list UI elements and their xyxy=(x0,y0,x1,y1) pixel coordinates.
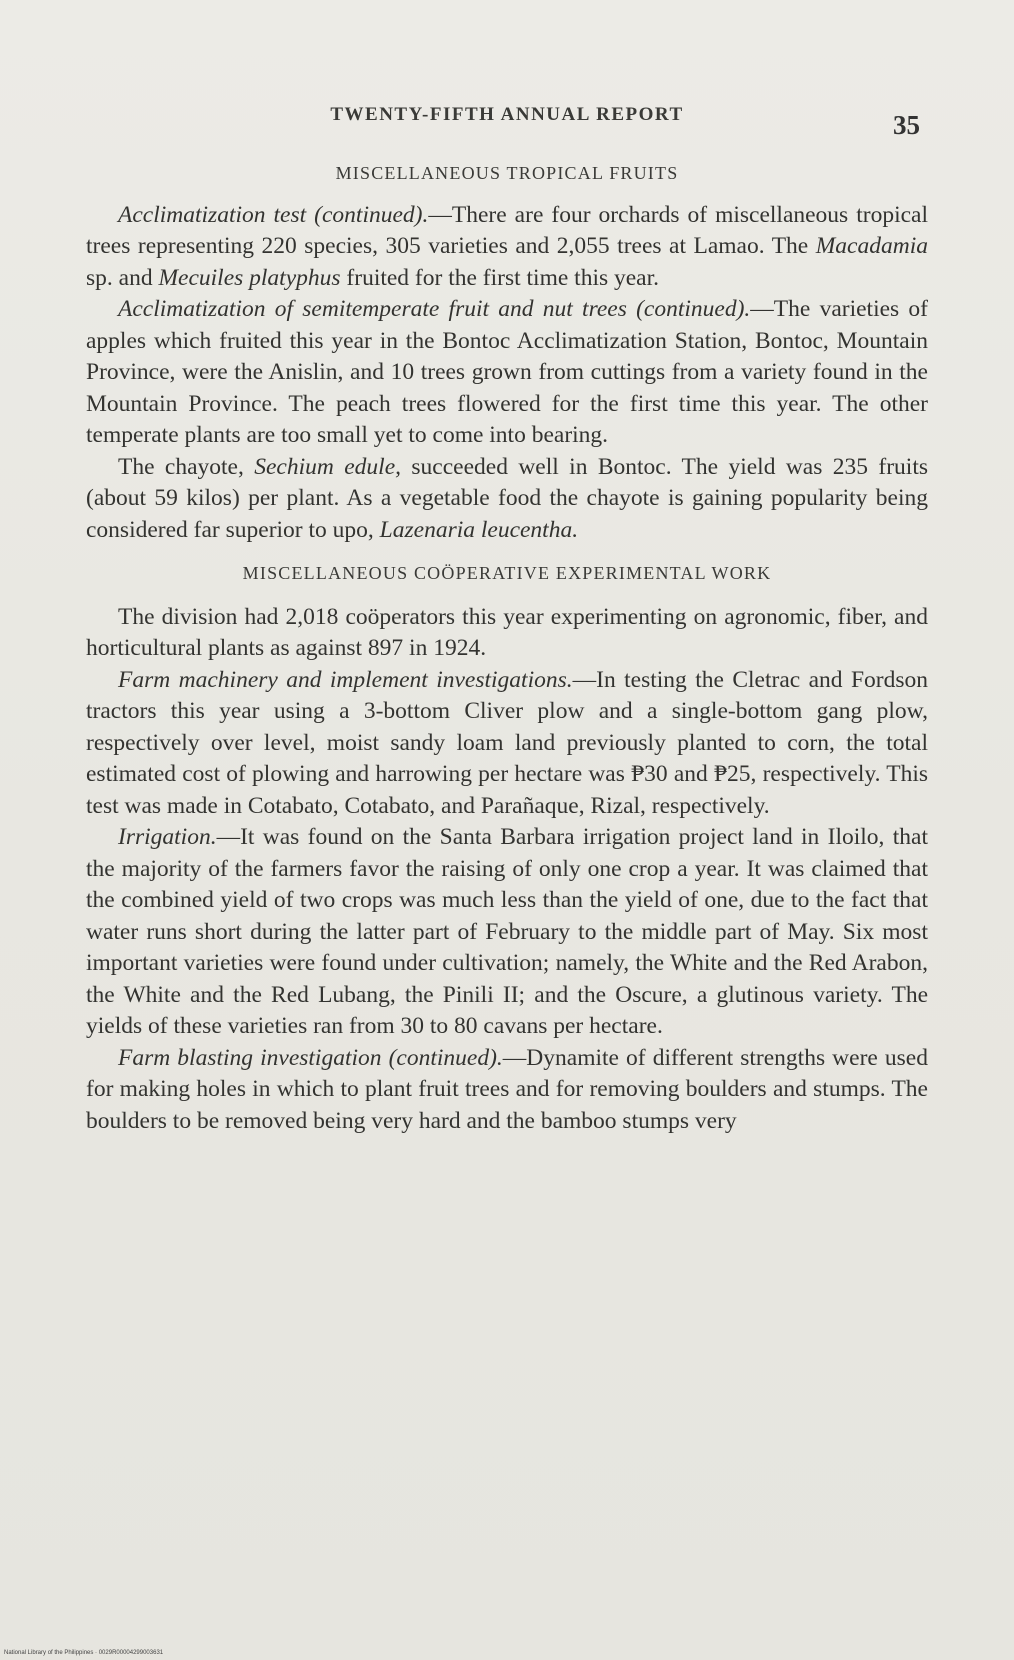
paragraph-text: succeeded well in Bontoc. The yield was 235 fruits (about 59 kilos) per plant. As a vegetable food the chayote is gaining popularity being considered far superior to upo, xyxy=(86,453,928,543)
paragraph-cooperators: The division had 2,018 coöperators this year experimenting on agronomic, fiber, and horticultural plants as against 897 in 1924. xyxy=(86,603,928,661)
paragraph-text: —In testing the Cletrac and Fordson tractors this year using a 3-bottom Cliver plow and a single-bottom gang plow, respectively over level, moist sandy loam land previously planted to corn, the total estimated cost of plowing and harrowing per hectare was ₱30 and ₱25, respectively. This test was made in Cotabato, Cotabato, and Parañaque, Rizal, respectively. xyxy=(86,666,928,819)
paragraph-text: —The varieties of apples which fruited this year in the Bontoc Acclimatization Station, Bontoc, Mountain Province, were the Anislin, and 10 trees grown from cuttings from a variety found in the Mountain Province. The peach trees flowered for the first time this year. The other temperate plants are too small yet to come into bearing. xyxy=(86,296,928,448)
scientific-name: Lazenaria leucentha. xyxy=(379,516,579,543)
scan-credit: National Library of the Philippines · 0029R00004299003631 xyxy=(4,1650,164,1656)
paragraph-farm-machinery xyxy=(86,665,928,823)
section-heading-cooperative-work: MISCELLANEOUS COÖPERATIVE EXPERIMENTAL WORK xyxy=(242,563,772,583)
paragraph-text: —Dynamite of different strengths were used for making holes in which to plant fruit trees and for removing boulders and stumps. The boulders to be removed being very hard and the bamboo stumps very xyxy=(86,1044,928,1134)
paragraph-text: —There are four orchards of miscellaneous tropical trees representing 220 species, 305 varieties and 2,055 trees at Lamao. The xyxy=(86,201,928,259)
running-head-title: TWENTY-FIFTH ANNUAL REPORT xyxy=(330,104,684,125)
run-in-heading: Irrigation. xyxy=(118,824,217,850)
scientific-name: Mecuiles platyphus xyxy=(158,264,341,291)
paragraph-acclimatization-test xyxy=(86,200,928,295)
run-in-heading: Acclimatization of semitemperate fruit and nut trees (continued). xyxy=(118,296,751,322)
paragraph-farm-blasting xyxy=(86,1043,928,1138)
scientific-name: Sechium edule, xyxy=(254,453,402,480)
paragraph-semitemperate-trees xyxy=(86,294,928,452)
paragraph-text: sp. and xyxy=(86,264,159,291)
run-in-heading: Farm blasting investigation (continued). xyxy=(118,1044,503,1071)
paragraph-text: —It was found on the Santa Barbara irrigation project land in Iloilo, that the majority of the farmers favor the raising of only one crop a year. It was claimed that the combined yield of two crops was much less than the yield of one, due to the fact that water runs short during the latter part of February to the middle part of May. Six most important varieties were found under cultivation; namely, the White and the Red Arabon, the White and the Red Lubang, the Pinili II; and the Oscure, a glutinous variety. The yields of these varieties ran from 30 to 80 cavans per hectare. xyxy=(86,824,928,1039)
paragraph-text: The chayote, xyxy=(118,453,255,480)
section-heading-tropical-fruits: MISCELLANEOUS TROPICAL FRUITS xyxy=(335,163,679,183)
page-number: 35 xyxy=(893,110,920,140)
run-in-heading: Acclimatization test (continued). xyxy=(118,201,429,228)
scientific-name: Macadamia xyxy=(815,233,928,259)
paragraph-text: fruited for the first time this year. xyxy=(340,264,660,291)
paragraph-irrigation xyxy=(86,822,928,1043)
body-text xyxy=(86,158,928,1137)
run-in-heading: Farm machinery and implement investigations. xyxy=(118,666,573,693)
paragraph-chayote xyxy=(86,452,928,547)
